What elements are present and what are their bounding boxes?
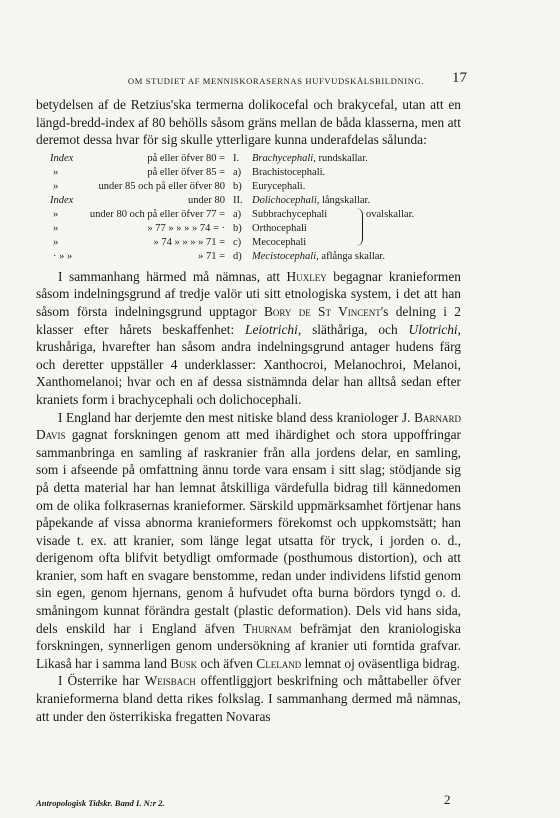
table-row: [36, 236, 461, 250]
table-cell: Index: [50, 152, 74, 164]
table-cell: Index: [50, 194, 74, 206]
ditto-mark: »: [53, 208, 59, 220]
paragraph-austria: [36, 672, 461, 725]
footer-journal-ref: Antropologisk Tidskr. Band I. N:r 2.: [36, 798, 165, 808]
term: Ulotrichi,: [408, 321, 461, 337]
text-run: släthåriga, och: [301, 321, 409, 337]
table-cell: under 85 och på eller öfver 80: [98, 180, 225, 192]
text-run: I sammanhang härmed må nämnas, att: [58, 268, 287, 284]
table-cell: d): [233, 250, 242, 262]
table-cell: b): [233, 180, 242, 192]
table-cell: » 77 » » » » 74 = ·: [147, 222, 225, 234]
table-cell: Mecocephali: [252, 236, 307, 248]
footer-signature-mark: 2: [444, 792, 451, 807]
table-row: [36, 208, 461, 222]
text-run: 's delning i 2 klasser efter hårets beskaffenhet:: [36, 303, 461, 337]
table-cell: [252, 152, 368, 166]
ditto-mark: »: [53, 236, 59, 248]
intro-paragraph: betydelsen af de Retzius'ska termerna dolikocefal och brakycefal, utan att en längd-bredd-index af 80 behölls såsom gräns mellan de båda klasserna, men att deremot dessa hvar för sig skulle ytterligare kunna underafdelas sålunda:: [36, 97, 461, 148]
index-table: [36, 152, 461, 264]
author-name: Thurnam: [243, 620, 292, 636]
table-cell: » 74 » » » » 71 =: [153, 236, 225, 248]
paragraph-england: [36, 409, 461, 673]
table-cell: a): [233, 208, 242, 220]
ditto-mark: · » »: [53, 250, 73, 262]
table-row: [36, 166, 461, 180]
text-run: I Österrike har: [58, 673, 145, 689]
text-run: I England har derjemte den mest nitiske bland dess kraniologer J.: [58, 409, 415, 425]
class-gloss: långskallar.: [319, 194, 371, 206]
text-run: offentliggjort beskrifning och måttabeller öfver kranieformerna bland detta rikes folkslag. I sammanhang dermed må nämnas, att under den österrikiska fregatten Novaras: [36, 673, 461, 724]
table-row: [36, 194, 461, 208]
author-name: Bory de St Vincent: [263, 303, 381, 319]
brace-label: ovalskallar.: [366, 208, 415, 220]
table-cell: II.: [233, 194, 243, 206]
page-number: 17: [452, 70, 467, 86]
class-name: Mecistocephali,: [252, 250, 319, 262]
table-cell: under 80: [187, 194, 225, 206]
table-row: [36, 180, 461, 194]
text-run: och äfven: [197, 655, 257, 671]
ditto-mark: »: [53, 222, 59, 234]
running-head: OM STUDIET AF MENNISKORASERNAS HUFVUDSKÅLSBILDNING.: [127, 76, 425, 86]
author-name: Weisbach: [144, 673, 196, 689]
table-cell: Brachistocephali.: [252, 166, 326, 178]
paragraph-huxley: [36, 268, 461, 409]
table-row: [36, 222, 461, 236]
table-cell: [252, 194, 370, 208]
table-cell: på eller öfver 85 =: [147, 166, 225, 178]
table-row: [36, 250, 461, 264]
body-text: [36, 96, 461, 725]
table-cell: under 80 och på eller öfver 77 =: [89, 208, 225, 220]
text-run: befrämjat den kraniologiska forskningen, synnerligen genom undersökning af kranier uti forntida grafvar. Likaså har i samma land: [36, 620, 461, 671]
author-name: Barnard Davis: [36, 409, 461, 443]
table-cell: c): [233, 236, 242, 248]
author-name: Busk: [170, 655, 198, 671]
table-row: [36, 152, 461, 166]
ditto-mark: »: [53, 180, 59, 192]
author-name: Cleland: [256, 655, 302, 671]
table-cell: Eurycephali.: [252, 180, 306, 192]
text-run: lemnat oj oväsentliga bidrag.: [301, 655, 461, 671]
table-cell: » 71 =: [198, 250, 225, 262]
class-name: Brachycephali,: [252, 152, 316, 164]
class-gloss: aflånga skallar.: [318, 250, 385, 262]
term: Leiotrichi,: [245, 321, 302, 337]
table-cell: [252, 250, 385, 264]
table-cell: b): [233, 222, 242, 234]
table-cell: Orthocephali: [252, 222, 307, 234]
text-run: begagnar kraniеformen såsom indelningsgrund af tredje valör uti sitt etnologiska system, i det att han såsom första indelningsgrund upptagor: [36, 268, 461, 319]
class-name: Dolichocephali,: [252, 194, 320, 206]
author-name: Huxley: [286, 268, 327, 284]
table-cell: på eller öfver 80 =: [147, 152, 225, 164]
text-run: krushåriga, hvarefter han såsom andra indelningsgrund antager hudens färg och deretter uppställer 4 underklasser: Xanthocroi, Melanochroi, Melanoi, Xanthomelanoi; hvar och en af dessa sistnämnda delar han alltså sedan efter kraniets form i brachycephali och dolichocephali.: [36, 339, 461, 407]
ditto-mark: »: [53, 166, 59, 178]
table-cell: I.: [233, 152, 240, 164]
text-run: gagnat forskningen genom att med ihärdighet och stora uppoffringar sammanbringa en samling af raskranier från alla jordens delar, en samling, som i afseende på omfattning ännu torde vara ensam i sitt slag; stödjande sig på detta material har han lemnat åtskilliga värdefulla bidrag till kännedomen om de olika folkrasernas kranieformer. Särskild uppmärksamhet förtjenar hans påpekande af vissa abnorma kranieformers förekomst och uppkomstsätt; han visade t. ex. att kranier, som länge legat utsatta för tryck, i jorden o. d., derigenom ofta blifvit betydligt omformade (posthumous distortion), och att kranier, som haft en svagare benstomme, redan under individens lifstid genom sin egen, genom hjernans, genom å hufvudet ofta burna bördors tyngd o. d. småningom kunnat förändra gestalt (plastic deformation). Dels vid hans sida, dels enskild har i England äfven: [36, 427, 461, 636]
class-gloss: rundskallar.: [315, 152, 368, 164]
table-cell: a): [233, 166, 242, 178]
table-cell: Subbrachycephali: [252, 208, 328, 220]
